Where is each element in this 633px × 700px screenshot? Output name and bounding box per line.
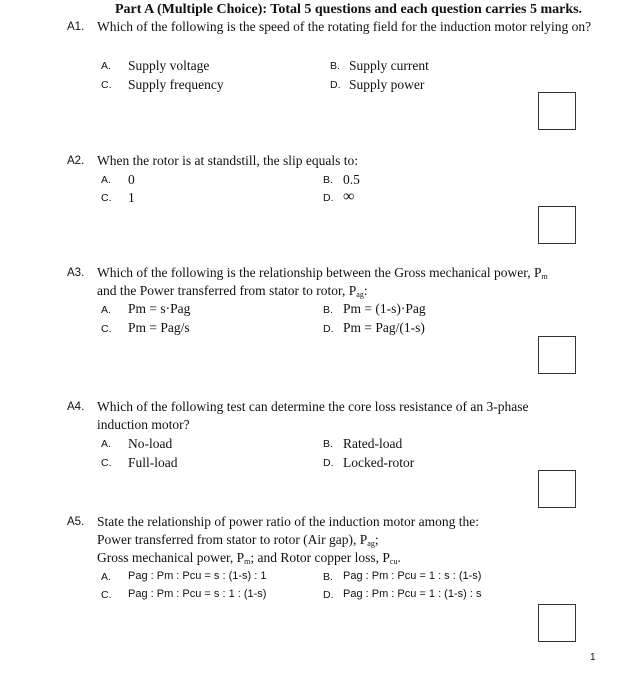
option-text: Pm = (1-s)·Pag [343,301,426,316]
option-label: B. [323,174,333,186]
option-label: A. [101,304,111,316]
answer-box[interactable] [538,206,576,244]
option-text: No-load [128,436,173,451]
option-label: D. [323,323,334,335]
option-text: Pag : Pm : Pcu = s : 1 : (1-s) [128,588,267,600]
question-text: When the rotor is at standstill, the slip equals to: [97,153,358,168]
option-label: D. [323,457,334,469]
question-number: A4. [67,401,85,413]
answer-box[interactable] [538,604,576,642]
question-text: Which of the following is the relationship between the Gross mechanical power, $P_m$ [97,265,548,281]
option-label: C. [101,192,112,204]
question-number: A3. [67,267,85,279]
option-text: Supply current [349,58,429,73]
question-number: A5. [67,516,85,528]
option-label: D. [323,589,334,601]
option-text: Supply frequency [128,77,224,92]
option-label: A. [101,438,111,450]
question-text: Gross mechanical power, $P_m$; and Rotor copper loss, $P_{cu}$. [97,550,401,566]
option-label: A. [101,60,111,72]
answer-box[interactable] [538,92,576,130]
option-label: B. [323,304,333,316]
question-text: Which of the following test can determine the core loss resistance of an 3-phase [97,399,529,414]
option-label: B. [323,438,333,450]
option-text: 1 [128,190,135,205]
option-label: D. [330,79,341,91]
option-text: Supply power [349,77,425,92]
option-label: B. [323,571,333,583]
question-text: Power transferred from stator to rotor (Air gap), $P_{ag}$; [97,532,379,548]
option-label: D. [323,192,334,204]
option-text: Locked-rotor [343,455,415,470]
option-label: C. [101,457,112,469]
option-text: Pag : Pm : Pcu = 1 : (1-s) : s [343,588,482,600]
option-text: Full-load [128,455,178,470]
question-number: A2. [67,155,85,167]
option-text: Supply voltage [128,58,210,73]
option-label: B. [330,60,340,72]
option-text: Rated-load [343,436,403,451]
option-text: Pm = s·Pag [128,301,191,316]
option-text: Pm = Pag/(1-s) [343,320,425,335]
option-text: Pag : Pm : Pcu = s : (1-s) : 1 [128,570,267,582]
answer-box[interactable] [538,336,576,374]
page-title: Part A (Multiple Choice): Total 5 questions and each question carries 5 marks. [115,2,583,17]
option-text: Pag : Pm : Pcu = 1 : s : (1-s) [343,570,482,582]
question-text: Which of the following is the speed of the rotating field for the induction motor relying on? [97,19,592,34]
option-label: C. [101,79,112,91]
question-text: State the relationship of power ratio of the induction motor among the: [97,514,480,529]
option-text: Pm = Pag/s [128,320,190,335]
option-text: 0.5 [343,172,360,187]
option-label: A. [101,174,111,186]
option-text: ∞ [343,188,355,205]
page-number: 1 [590,652,596,663]
question-text: and the Power transferred from stator to rotor, $P_{ag}$: [97,283,368,299]
question-text: induction motor? [97,417,190,432]
option-text: 0 [128,172,135,187]
answer-box[interactable] [538,470,576,508]
option-label: C. [101,589,112,601]
option-label: A. [101,571,111,583]
question-number: A1. [67,21,85,33]
option-label: C. [101,323,112,335]
